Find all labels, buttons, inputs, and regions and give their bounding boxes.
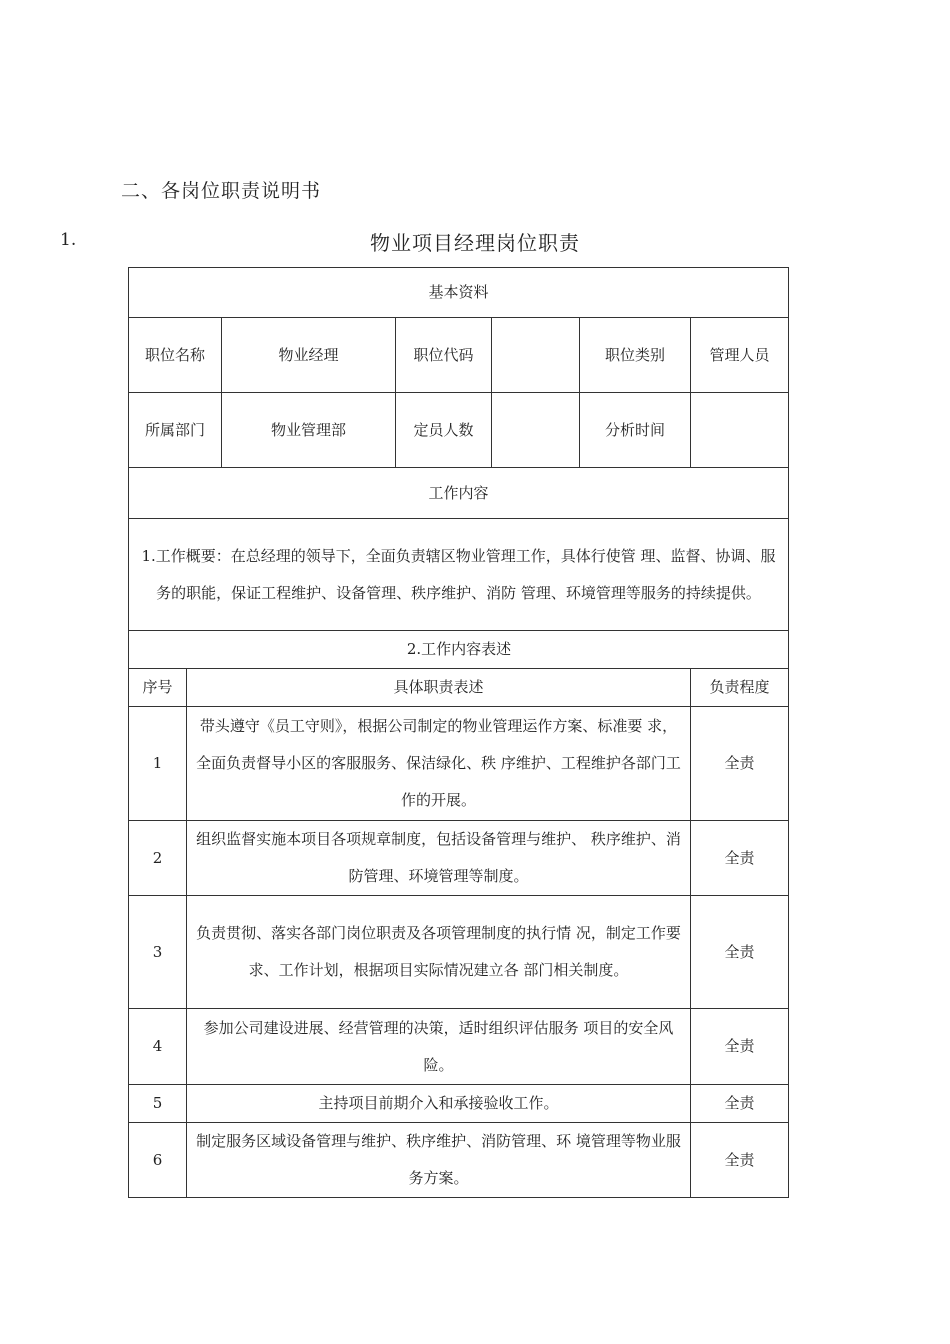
- position-category-label: 职位类别: [580, 318, 691, 393]
- duty-level: 全责: [691, 821, 789, 896]
- table-row: [129, 896, 789, 1009]
- col-header-duty: 具体职责表述: [187, 669, 691, 707]
- duty-level: 全责: [691, 1085, 789, 1123]
- position-name-label-text: 职位名称: [144, 345, 205, 364]
- analysis-time-value: [691, 393, 789, 468]
- basic-info-header-row: [129, 268, 789, 318]
- analysis-time-label: 分析时间: [580, 393, 691, 468]
- table-row: [129, 1123, 789, 1198]
- table-row: [129, 707, 789, 821]
- duty-text: 主持项目前期介入和承接验收工作。: [187, 1085, 691, 1123]
- duty-text: 负责贯彻、落实各部门岗位职责及各项管理制度的执行情 况，制定工作要求、工作计划，根据项目实际情况建立各 部门相关制度。: [187, 896, 691, 1009]
- work-content-header: 工作内容: [129, 468, 789, 519]
- department-label: [129, 393, 222, 468]
- table-row: [129, 821, 789, 896]
- table-row: [129, 1085, 789, 1123]
- headcount-label: 定员人数: [396, 393, 492, 468]
- duty-text: 组织监督实施本项目各项规章制度，包括设备管理与维护、 秩序维护、消防管理、环境管理等制度。: [187, 821, 691, 896]
- duty-no: 4: [129, 1009, 187, 1085]
- duty-no: 2: [129, 821, 187, 896]
- position-code-label: 职位代码: [396, 318, 492, 393]
- col-header-no: 序号: [129, 669, 187, 707]
- duty-no: 1: [129, 707, 187, 821]
- item-number: 1.: [60, 230, 77, 250]
- duty-level: 全责: [691, 707, 789, 821]
- duty-no: 3: [129, 896, 187, 1009]
- basic-info-row: [129, 393, 789, 468]
- table-row: [129, 1009, 789, 1085]
- duty-text: 制定服务区域设备管理与维护、秩序维护、消防管理、环 境管理等物业服务方案。: [187, 1123, 691, 1198]
- headcount-value: [492, 393, 580, 468]
- duty-level: 全责: [691, 896, 789, 1009]
- duty-no: 6: [129, 1123, 187, 1198]
- col-header-level: 负责程度: [691, 669, 789, 707]
- work-overview-row: [129, 519, 789, 631]
- position-name-value: 物业经理: [222, 318, 396, 393]
- document-title: 物业项目经理岗位职责: [370, 231, 580, 255]
- duties-header-row: [129, 669, 789, 707]
- job-description-table: [128, 267, 789, 1198]
- duty-no: 5: [129, 1085, 187, 1123]
- department-value: 物业管理部: [222, 393, 396, 468]
- section-heading: 二、各岗位职责说明书: [121, 180, 322, 202]
- duty-level: 全责: [691, 1009, 789, 1085]
- department-label-text: 所属部门: [144, 420, 205, 439]
- basic-info-header: 基本资料: [129, 268, 789, 318]
- duty-text: 带头遵守《员工守则》，根据公司制定的物业管理运作方案、标准要 求，全面负责督导小区的客服服务、保洁绿化、秩 序维护、工程维护各部门工作的开展。: [187, 707, 691, 821]
- basic-info-row: [129, 318, 789, 393]
- duty-text: 参加公司建设进展、经营管理的决策，适时组织评估服务 项目的安全风险。: [187, 1009, 691, 1085]
- work-content-header-row: [129, 468, 789, 519]
- duty-level: 全责: [691, 1123, 789, 1198]
- position-category-value: 管理人员: [691, 318, 789, 393]
- work-overview: 1.工作概要：在总经理的领导下，全面负责辖区物业管理工作，具体行使管 理、监督、协调、服务的职能，保证工程维护、设备管理、秩序维护、消防 管理、环境管理等服务的持续提供。: [129, 519, 789, 631]
- position-code-value: [492, 318, 580, 393]
- work-description-label-row: [129, 631, 789, 669]
- work-description-label: 2.工作内容表述: [129, 631, 789, 669]
- position-name-label: [129, 318, 222, 393]
